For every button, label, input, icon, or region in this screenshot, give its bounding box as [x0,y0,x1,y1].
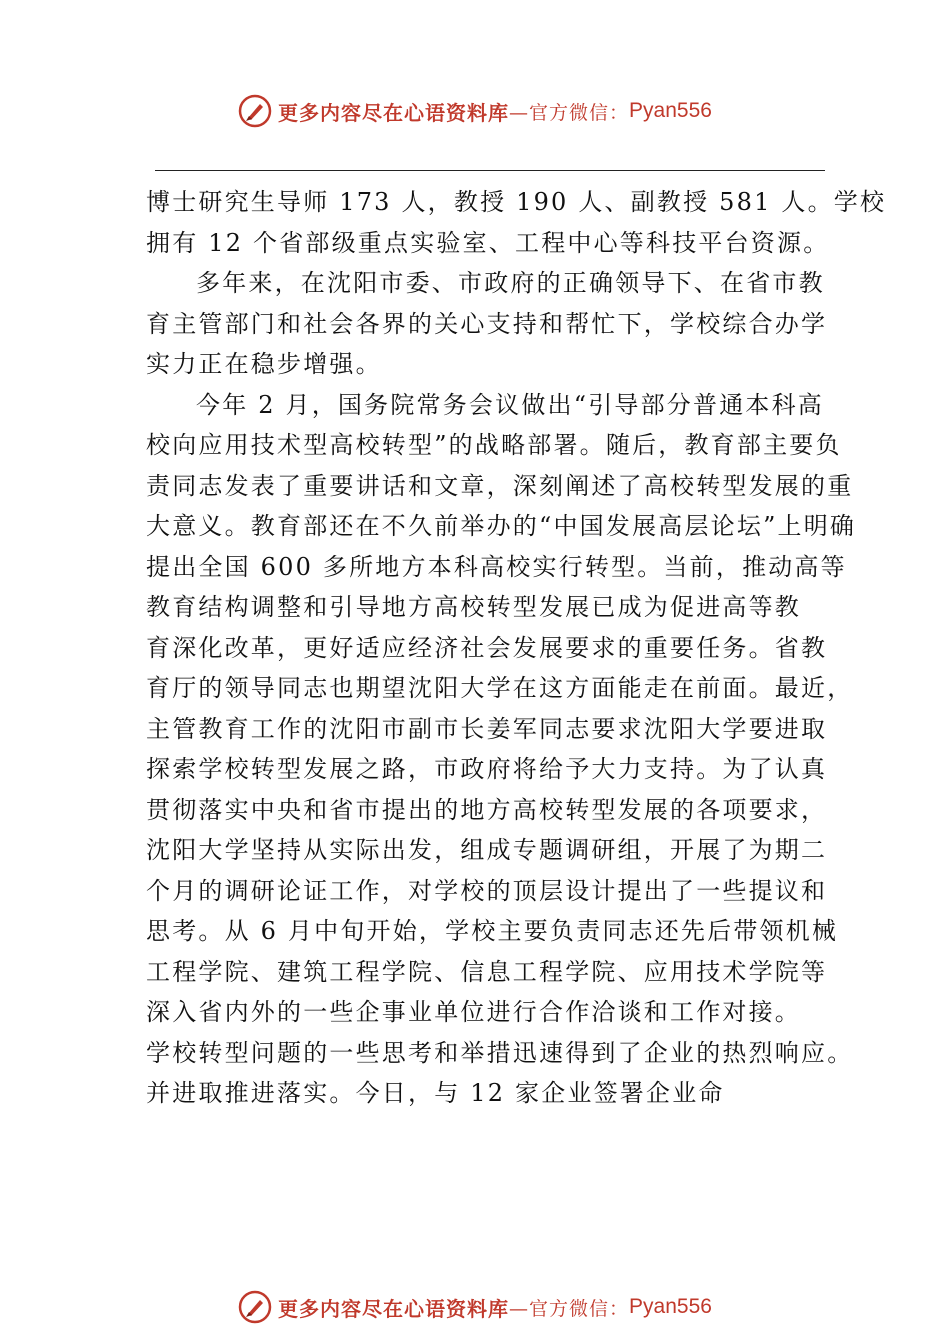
text-line: 实力正在稳步增强。 [146,350,382,378]
footer-wechat-id: Pyan556 [629,1295,712,1318]
text-line: 教育结构调整和引导地方高校转型发展已成为促进高等教 [146,593,801,621]
text-line: 工程学院、建筑工程学院、信息工程学院、应用技术学院等 [146,957,828,986]
text-line: 沈阳大学坚持从实际出发，组成专题调研组，开展了为期二 [146,836,828,864]
header-wechat-id: Pyan556 [629,99,712,122]
text-line: 责同志发表了重要讲话和文章，深刻阐述了高校转型发展的重 [146,471,854,500]
text-line: 育厅的领导同志也期望沈阳大学在这方面能走在前面。最近， [146,674,854,702]
text-line: 个月的调研论证工作，对学校的顶层设计提出了一些提议和 [146,876,828,905]
header-wechat-label: —官方微信： [509,101,630,124]
text-line: 今年 2 月，国务院常务会议做出“引导部分普通本科高 [196,390,824,419]
text-line: 主管教育工作的沈阳市副市长姜军同志要求沈阳大学要进取 [146,714,828,743]
text-line: 提出全国 600 多所地方本科高校实行转型。当前，推动高等 [146,552,847,581]
pen-logo-icon [238,94,272,128]
footer-wechat-label: —官方微信： [509,1297,630,1320]
text-line: 育主管部门和社会各界的关心支持和帮忙下，学校综合办学 [146,309,828,338]
document-body [146,182,887,1114]
text-line: 贯彻落实中央和省市提出的地方高校转型发展的各项要求， [146,795,828,824]
header-banner [0,94,950,128]
header-promo-text: 更多内容尽在心语资料库 [278,100,510,125]
text-line: 大意义。教育部还在不久前举办的“中国发展高层论坛”上明确 [146,512,857,540]
text-line: 并进取推进落实。今日，与 12 家企业签署企业命 [146,1079,725,1107]
text-line: 思考。从 6 月中旬开始，学校主要负责同志还先后带领机械 [146,917,839,945]
text-line: 育深化改革，更好适应经济社会发展要求的重要任务。省教 [146,633,828,662]
text-line: 校向应用技术型高校转型”的战略部署。随后，教育部主要负 [146,431,842,459]
header-divider [155,170,825,171]
text-line: 多年来，在沈阳市委、市政府的正确领导下、在省市教 [196,269,825,297]
text-line: 拥有 12 个省部级重点实验室、工程中心等科技平台资源。 [146,228,830,257]
pen-logo-icon [238,1290,272,1324]
text-line: 博士研究生导师 173 人，教授 190 人、副教授 581 人。学校 [146,188,887,216]
text-line: 探索学校转型发展之路，市政府将给予大力支持。为了认真 [146,755,828,783]
text-line: 深入省内外的一些企事业单位进行合作洽谈和工作对接。 [146,998,801,1026]
footer-promo-text: 更多内容尽在心语资料库 [278,1296,510,1321]
text-line: 学校转型问题的一些思考和举措迅速得到了企业的热烈响应。 [146,1038,854,1067]
footer-banner [0,1290,950,1324]
